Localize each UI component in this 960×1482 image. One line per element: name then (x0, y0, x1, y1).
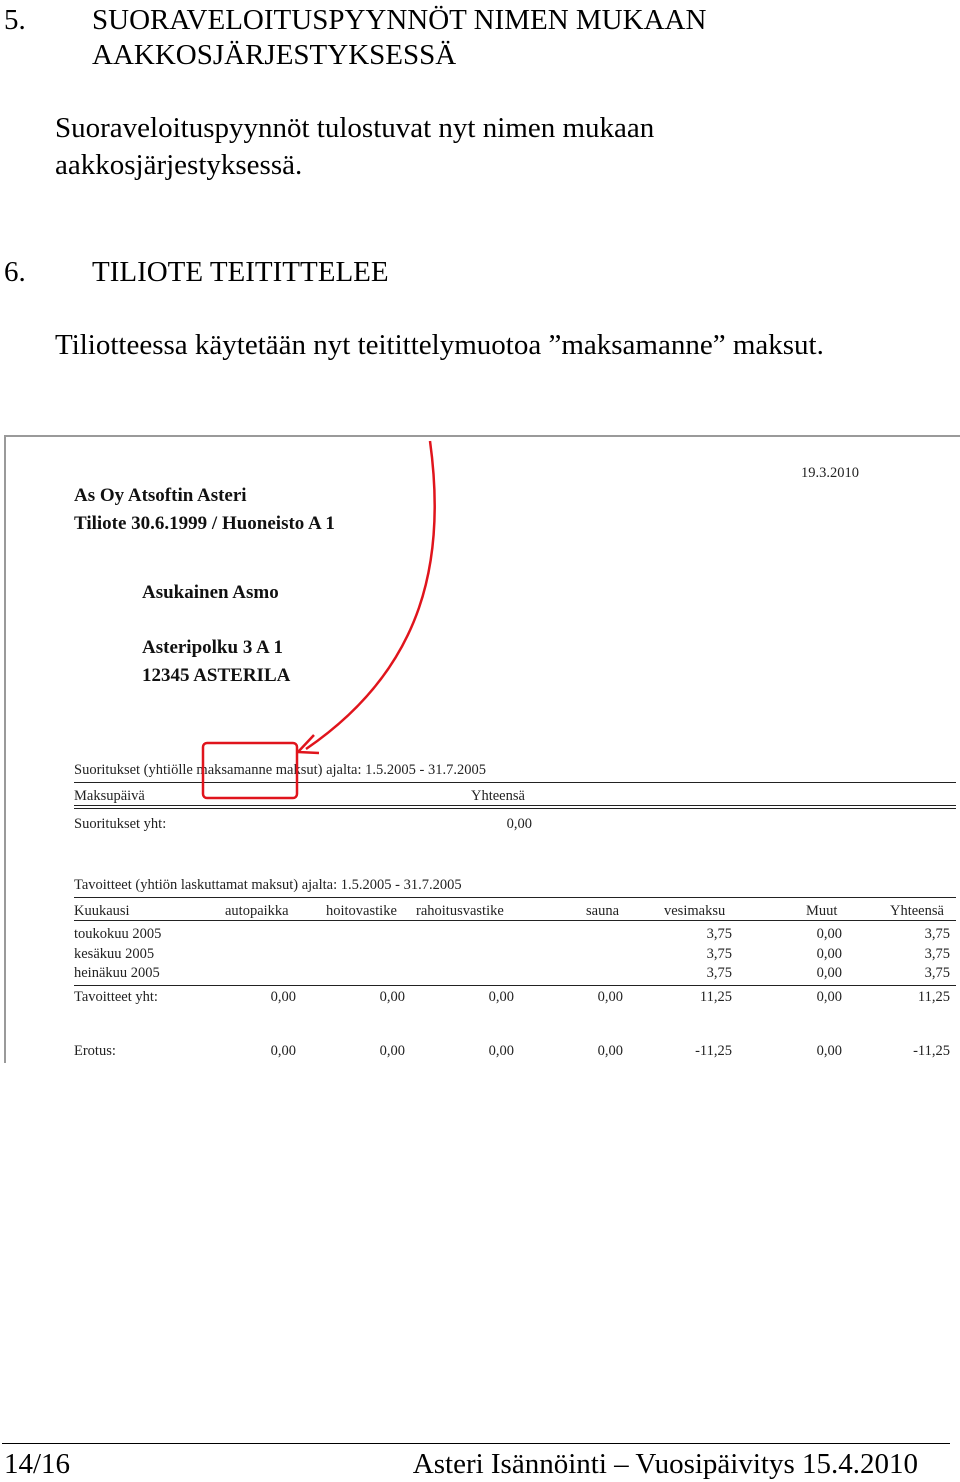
targets-col-muut: Muut (806, 903, 838, 919)
targets-col-rahoitusvastike: rahoitusvastike (416, 903, 504, 919)
targets-heading: Tavoitteet (yhtiön laskuttamat maksut) ajalta: 1.5.2005 - 31.7.2005 (74, 877, 462, 893)
targets-col-total: Yhteensä (890, 903, 944, 919)
targets-col-hoitovastike: hoitovastike (326, 903, 397, 919)
targets-sum-label: Tavoitteet yht: (74, 989, 158, 1005)
diff-cell: 0,00 (379, 1043, 405, 1059)
target-row-total: 3,75 (924, 965, 950, 981)
payments-sum-value: 0,00 (506, 816, 532, 832)
section-5-title-line-1: SUORAVELOITUSPYYNNÖT NIMEN MUKAAN (92, 4, 707, 36)
payments-col-total: Yhteensä (471, 788, 525, 804)
payments-col-date: Maksupäivä (74, 788, 145, 804)
payments-heading: Suoritukset (yhtiölle maksamanne maksut) ajalta: 1.5.2005 - 31.7.2005 (74, 762, 486, 778)
section-6-title: TILIOTE TEITITTELEE (92, 256, 389, 288)
section-5-number: 5. (4, 4, 26, 36)
statement-screenshot (4, 435, 960, 1063)
resident-address-1: Asteripolku 3 A 1 (142, 637, 283, 658)
target-row-vesimaksu: 3,75 (706, 965, 732, 981)
footer-text: Asteri Isännöinti – Vuosipäivitys 15.4.2010 (412, 1448, 918, 1480)
diff-cell: -11,25 (695, 1043, 732, 1059)
diff-cell: 0,00 (270, 1043, 296, 1059)
target-row-month: kesäkuu 2005 (74, 946, 155, 962)
target-row-muut: 0,00 (816, 926, 842, 942)
targets-sum-cell: 0,00 (816, 989, 842, 1005)
targets-col-autopaikka: autopaikka (225, 903, 289, 919)
target-row-month: toukokuu 2005 (74, 926, 162, 942)
footer-rule (2, 1443, 950, 1444)
section-5-body-line-1: Suoraveloituspyynnöt tulostuvat nyt nimen mukaan (55, 112, 655, 144)
targets-sum-cell: 0,00 (488, 989, 514, 1005)
section-6-number: 6. (4, 256, 26, 288)
diff-cell: -11,25 (913, 1043, 950, 1059)
target-row-month: heinäkuu 2005 (74, 965, 160, 981)
targets-sum-cell: 11,25 (917, 989, 950, 1005)
targets-sum-cell: 0,00 (270, 989, 296, 1005)
targets-sum-cell: 11,25 (699, 989, 732, 1005)
targets-sum-cell: 0,00 (597, 989, 623, 1005)
target-row-vesimaksu: 3,75 (706, 926, 732, 942)
payments-sum-label: Suoritukset yht: (74, 816, 167, 832)
targets-col-sauna: sauna (586, 903, 620, 919)
statement-company: As Oy Atsoftin Asteri (74, 485, 247, 506)
diff-label: Erotus: (74, 1043, 116, 1059)
diff-cell: 0,00 (488, 1043, 514, 1059)
annotation-overlay (6, 437, 960, 1063)
diff-cell: 0,00 (597, 1043, 623, 1059)
annotation-arrow-icon (306, 441, 435, 749)
section-6-body: Tiliotteessa käytetään nyt teitittelymuotoa ”maksamanne” maksut. (55, 329, 824, 361)
target-row-muut: 0,00 (816, 965, 842, 981)
target-row-muut: 0,00 (816, 946, 842, 962)
arrowhead-icon (298, 735, 319, 753)
resident-address-2: 12345 ASTERILA (142, 665, 291, 686)
highlight-box (203, 743, 297, 798)
targets-col-vesimaksu: vesimaksu (664, 903, 726, 919)
footer-page-number: 14/16 (4, 1448, 71, 1480)
target-row-vesimaksu: 3,75 (706, 946, 732, 962)
targets-sum-cell: 0,00 (379, 989, 405, 1005)
section-5-title-line-2: AAKKOSJÄRJESTYKSESSÄ (92, 39, 457, 71)
statement-date: 19.3.2010 (801, 465, 859, 481)
statement-subtitle: Tiliote 30.6.1999 / Huoneisto A 1 (74, 513, 335, 534)
resident-name: Asukainen Asmo (142, 582, 279, 603)
targets-col-month: Kuukausi (74, 903, 130, 919)
target-row-total: 3,75 (924, 946, 950, 962)
section-5-body-line-2: aakkosjärjestyksessä. (55, 149, 303, 181)
diff-cell: 0,00 (816, 1043, 842, 1059)
target-row-total: 3,75 (924, 926, 950, 942)
